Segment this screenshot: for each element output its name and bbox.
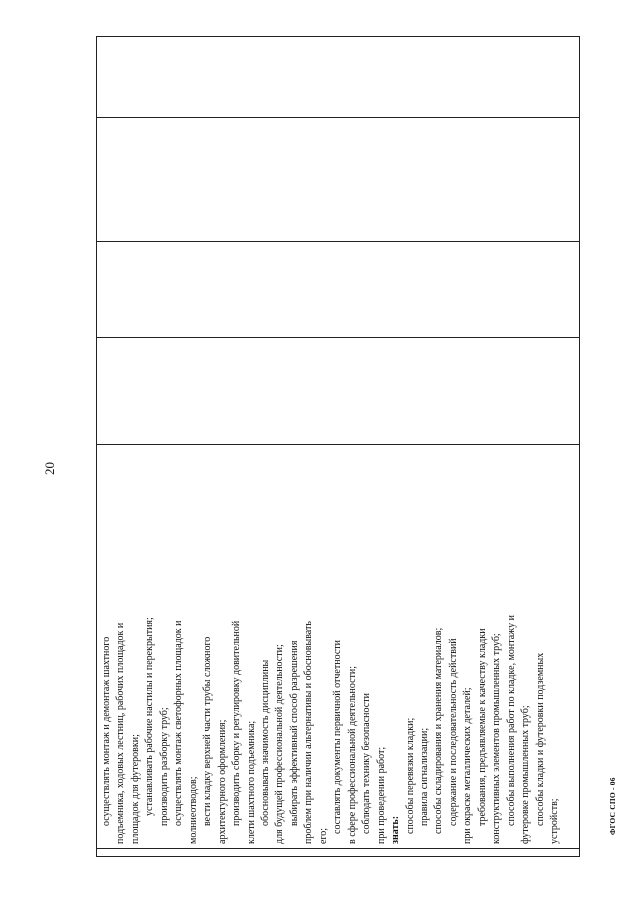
- table-cell-index: [97, 849, 580, 857]
- content-line: правила сигнализации;: [418, 727, 430, 826]
- table-row: [97, 37, 580, 857]
- content-line: проблем при наличии альтернативы и обосновывать: [303, 621, 315, 844]
- content-line: устройств;: [549, 798, 561, 844]
- table-cell-content: [97, 445, 580, 849]
- content-line: конструктивных элементов промышленных труб;: [491, 633, 503, 844]
- content-line: осуществлять монтаж и демонтаж шахтного: [101, 636, 112, 826]
- table-cell-empty: [97, 242, 580, 338]
- content-line: знать:: [390, 815, 402, 844]
- content-line: архитектурного оформления;: [216, 719, 228, 844]
- content-line: для будущей профессиональной деятельности;: [274, 644, 286, 844]
- table-cell-empty: [97, 37, 580, 118]
- content-line: при окраске металлических деталей;: [462, 687, 474, 844]
- content-line: производить сборку и регулировку довительной: [231, 620, 243, 826]
- content-line: обосновывать значимость дисциплины: [259, 659, 271, 826]
- content-line: при проведении работ;: [375, 746, 387, 844]
- content-line: требования, предъявляемые к качеству кладки: [476, 628, 488, 826]
- content-line: его;: [317, 827, 329, 844]
- content-line: устанавливать рабочие настилы и перекрытия;: [144, 617, 156, 816]
- table-cell-empty: [97, 338, 580, 445]
- content-line: площадок для футеровки;: [129, 734, 141, 844]
- content-line: молниеотводов;: [187, 776, 199, 844]
- content-line: способы перевязки кладки;: [404, 717, 416, 834]
- content-line: соблюдать технику безопасности: [361, 693, 373, 834]
- content-line: содержание и последовательность действий: [447, 638, 459, 826]
- content-lines: [100, 449, 563, 844]
- content-line: способы кладки и футеровки подземных: [534, 652, 546, 826]
- content-line: осуществлять монтаж светофорных площадок и: [173, 620, 185, 826]
- content-line: клети шахтного подъемника;: [245, 720, 257, 844]
- content-line: выбирать эффективный способ разрешения: [288, 640, 300, 826]
- content-line: подъемника, ходовых лестниц, рабочих площадок и: [115, 622, 127, 844]
- competency-table: [96, 36, 580, 857]
- footer-code: ФГОС СПО - 06: [608, 777, 617, 835]
- content-line: вести кладку верхней части трубы сложного: [202, 636, 214, 826]
- table-cell-empty: [97, 118, 580, 242]
- content-line: способы выполнения работ по кладке, монтажу и: [505, 615, 517, 826]
- content-line: способы складирования и хранения материалов;: [433, 627, 445, 834]
- content-line: составлять документы первичной отчетности: [332, 640, 344, 834]
- content-line: производить разборку труб;: [158, 707, 170, 826]
- content-line: в сфере профессиональной деятельности;: [346, 665, 358, 844]
- content-line: футеровке промышленных труб;: [520, 705, 532, 844]
- page-number: 20: [42, 462, 57, 475]
